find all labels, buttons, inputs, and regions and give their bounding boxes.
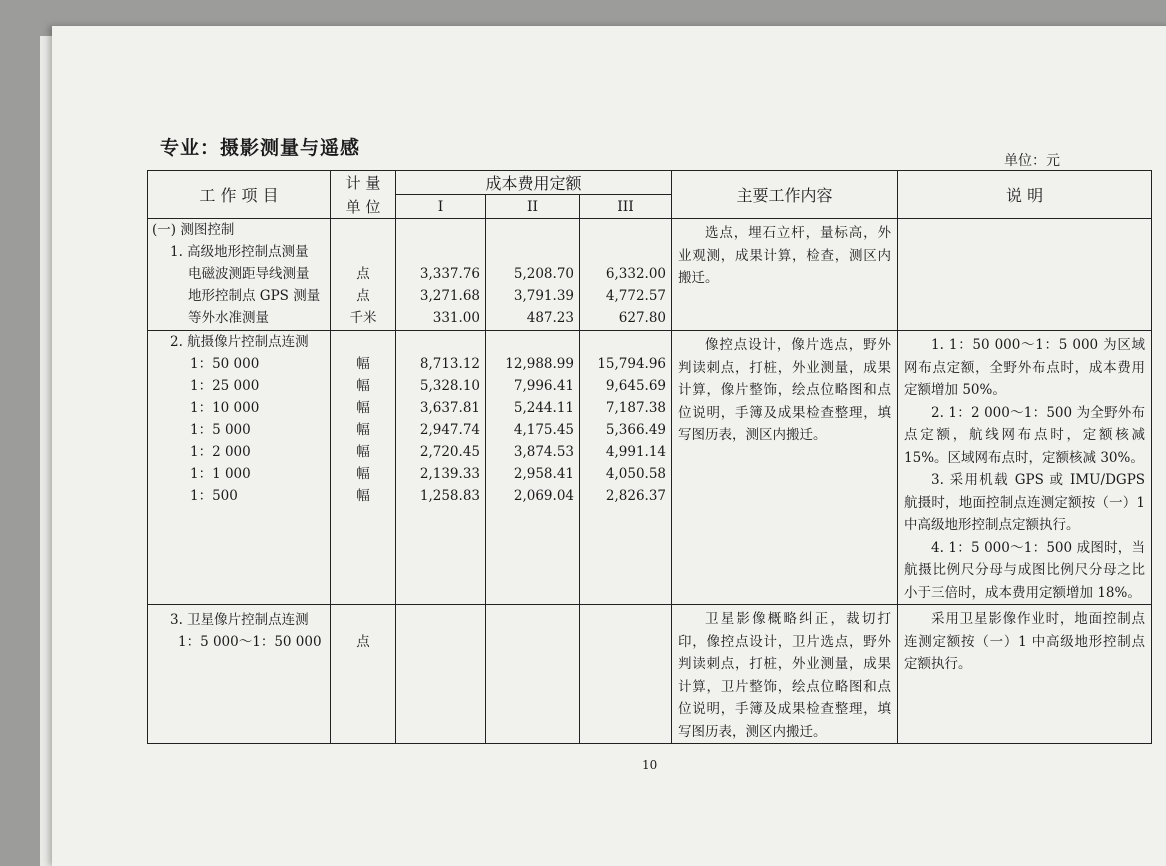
- section1-row-name: 等外水准测量: [188, 310, 269, 326]
- section1-units: [331, 219, 396, 331]
- section2-note: 2. 1：2 000～1：500 为全野外布点定额，航线网布点时，定额核减 15%。区域网布点时，定额核减 30%。: [904, 404, 1146, 466]
- section1-work-text: 选点，埋石立杆，量标高，外业观测，成果计算，检查，测区内搬迁。: [678, 225, 892, 286]
- unit-cell: 幅: [356, 488, 370, 504]
- value-cell: 15,794.96: [597, 356, 667, 372]
- value-cell: 4,050.58: [605, 466, 667, 482]
- cost-table: [147, 170, 1152, 744]
- value-cell: 4,772.57: [605, 288, 667, 304]
- header-item: 工 作 项 目: [148, 171, 331, 219]
- section2-row-name: 1：2 000: [190, 444, 251, 460]
- value-cell: 5,244.11: [513, 400, 574, 416]
- value-cell: 627.80: [618, 310, 667, 326]
- unit-cell: 幅: [356, 356, 370, 372]
- value-cell: 3,637.81: [419, 400, 480, 416]
- section1-row-name: 地形控制点 GPS 测量: [188, 288, 321, 304]
- header-unit-top: 计 量: [331, 171, 396, 195]
- header-note: 说 明: [898, 171, 1152, 219]
- value-cell: 2,947.74: [419, 422, 480, 438]
- section1-col3: [580, 219, 672, 331]
- unit-cell: 千米: [349, 310, 377, 326]
- value-cell: 7,187.38: [605, 400, 667, 416]
- section1-work: [672, 219, 898, 331]
- section3-col2: [486, 605, 580, 744]
- section3-work-text: 卫星影像概略纠正，裁切打印，像控点设计，卫片选点，野外判读刺点，打桩，外业测量，成果计算，卫片整饰，绘点位略图和点位说明，手簿及成果检查整理，填写图历表，测区内搬迁。: [678, 611, 892, 740]
- unit-cell: 幅: [356, 400, 370, 416]
- section1-note: [898, 219, 1152, 331]
- section2-row-name: 1：5 000: [190, 422, 251, 438]
- section3-col3: [580, 605, 672, 744]
- value-cell: 5,208.70: [513, 266, 574, 282]
- unit-cell: 幅: [356, 444, 370, 460]
- section2-note: 1. 1：50 000～1：5 000 为区域网布点定额，全野外布点时，成本费用定额增加 50%。: [904, 337, 1146, 398]
- section2-notes: [898, 331, 1152, 605]
- header-col-3: III: [580, 195, 672, 219]
- value-cell: 3,337.76: [419, 266, 480, 282]
- section2-note: 3. 采用机载 GPS 或 IMU/DGPS 航摄时，地面控制点连测定额按（一）1 中高级地形控制点定额执行。: [904, 472, 1146, 533]
- section2-row-name: 1：500: [190, 488, 238, 504]
- section3-work: [672, 605, 898, 744]
- section1-head: (一) 测图控制: [152, 222, 235, 238]
- page-title: 专业：摄影测量与遥感: [160, 137, 361, 159]
- header-unit-bottom: 单 位: [331, 195, 396, 219]
- value-cell: 3,874.53: [513, 444, 574, 460]
- value-cell: 5,328.10: [419, 378, 480, 394]
- section2-row-name: 1：25 000: [190, 378, 260, 394]
- value-cell: 2,826.37: [605, 488, 667, 504]
- value-cell: 3,271.68: [419, 288, 480, 304]
- section1-row-name: 电磁波测距导线测量: [188, 266, 310, 282]
- section2-col3: [580, 331, 672, 605]
- section2-row-name: 1：1 000: [190, 466, 251, 482]
- section2-work-text: 像控点设计，像片选点，野外判读刺点，打桩，外业测量，成果计算，像片整饰，绘点位略图和点位说明，手簿及成果检查整理，填写图历表，测区内搬迁。: [678, 337, 892, 443]
- value-cell: 6,332.00: [605, 266, 667, 282]
- section3-units: [331, 605, 396, 744]
- section1-sub: 1. 高级地形控制点测量: [170, 244, 309, 260]
- value-cell: 4,991.14: [605, 444, 667, 460]
- header-cost: 成本费用定额: [396, 171, 672, 195]
- unit-cell: 幅: [356, 466, 370, 482]
- section3-items: [148, 605, 331, 744]
- header-col-1: I: [396, 195, 486, 219]
- section2-row-name: 1：50 000: [190, 356, 260, 372]
- value-cell: 8,713.12: [419, 356, 480, 372]
- value-cell: 9,645.69: [605, 378, 667, 394]
- section3-scale: 1：5 000～1：50 000: [178, 634, 322, 650]
- section2-items: [148, 331, 331, 605]
- value-cell: 7,996.41: [513, 378, 574, 394]
- unit-cell: 幅: [356, 378, 370, 394]
- value-cell: 2,139.33: [419, 466, 480, 482]
- unit-cell: 点: [356, 634, 370, 650]
- section2-row-name: 1：10 000: [190, 400, 260, 416]
- value-cell: 2,958.41: [513, 466, 574, 482]
- value-cell: 487.23: [526, 310, 574, 326]
- unit-cell: 幅: [356, 422, 370, 438]
- value-cell: 4,175.45: [513, 422, 574, 438]
- header-work: 主要工作内容: [672, 171, 898, 219]
- section3-note: [898, 605, 1152, 744]
- section3-col1: [396, 605, 486, 744]
- page-number: 10: [642, 758, 658, 772]
- value-cell: 1,258.83: [419, 488, 480, 504]
- section1-items: [148, 219, 331, 331]
- value-cell: 5,366.49: [605, 422, 667, 438]
- section2-col1: [396, 331, 486, 605]
- unit-label: 单位：元: [1004, 153, 1060, 169]
- section1-col2: [486, 219, 580, 331]
- section2-head: 2. 航摄像片控制点连测: [170, 334, 309, 350]
- header-col-2: II: [486, 195, 580, 219]
- value-cell: 2,069.04: [513, 488, 574, 504]
- unit-cell: 点: [356, 266, 370, 282]
- section2-units: [331, 331, 396, 605]
- section2-note: 4. 1：5 000～1：500 成图时，当航摄比例尺分母与成图比例尺分母之比小于三倍时，成本费用定额增加 18%。: [904, 539, 1146, 601]
- section1-col1: [396, 219, 486, 331]
- value-cell: 2,720.45: [419, 444, 480, 460]
- value-cell: 3,791.39: [513, 288, 574, 304]
- section2-col2: [486, 331, 580, 605]
- unit-cell: 点: [356, 288, 370, 304]
- section2-work: [672, 331, 898, 605]
- value-cell: 331.00: [432, 310, 480, 326]
- section3-head: 3. 卫星像片控制点连测: [170, 612, 309, 628]
- value-cell: 12,988.99: [505, 356, 574, 372]
- section3-note-text: 采用卫星影像作业时，地面控制点连测定额按（一）1 中高级地形控制点定额执行。: [904, 611, 1146, 672]
